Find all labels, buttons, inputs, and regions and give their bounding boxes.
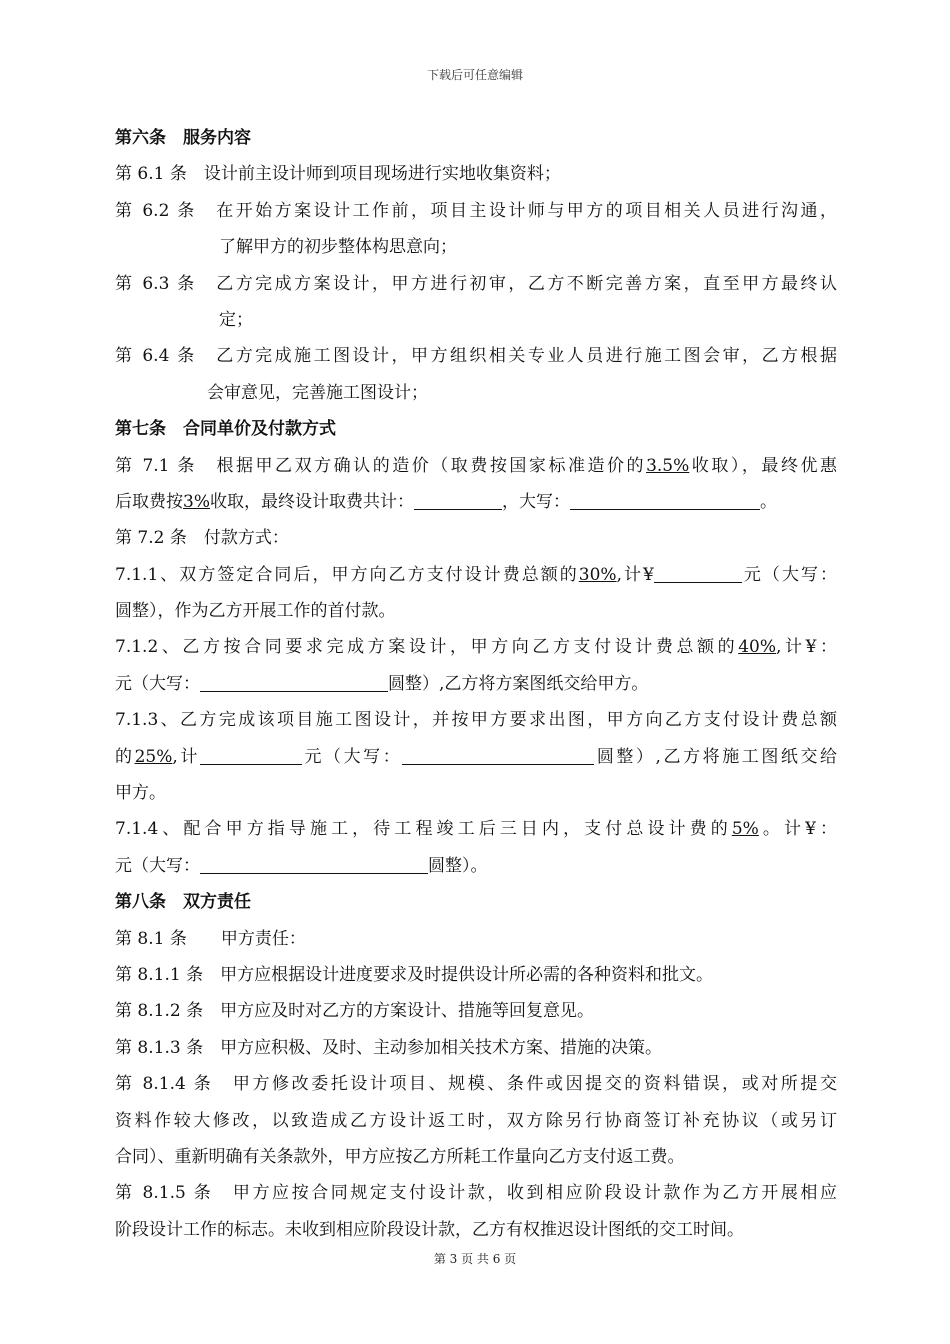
text: 第 7.1 条 根据甲乙双方确认的造价（取费按国家标准造价的 (115, 455, 647, 476)
fill-blank[interactable] (200, 746, 302, 765)
rate-value: 3.5% (646, 455, 690, 476)
text: ,计¥： (776, 637, 837, 658)
clause-8-1: 第 8.1 条 甲方责任： (115, 928, 306, 949)
rate-value: 3% (183, 491, 210, 512)
rate-value: 30% (578, 564, 617, 585)
payment-7-1-3-cont (115, 739, 837, 775)
text: 7.1.4、配合甲方指导施工，待工程竣工后三日内，支付总设计费的 (115, 819, 732, 840)
payment-7-1-3: 7.1.3、乙方完成该项目施工图设计，并按甲方要求出图，甲方向乙方支付设计费总额 (115, 710, 837, 731)
clause-6-4-cont: 会审意见，完善施工图设计； (207, 382, 428, 403)
clause-6-2: 第 6.2 条 在开始方案设计工作前，项目主设计师与甲方的项目相关人员进行沟通， (115, 200, 837, 221)
clause-7-2: 第 7.2 条 付款方式： (115, 528, 289, 549)
text: 元（大写： (301, 746, 403, 767)
clause-6-1: 第 6.1 条 设计前主设计师到项目现场进行实地收集资料； (115, 164, 561, 185)
clause-6-3-cont: 定； (219, 309, 253, 330)
text: 收取，最终设计取费共计： (209, 491, 414, 512)
clause-8-1-1: 第 8.1.1 条 甲方应根据设计进度要求及时提供设计所必需的各种资料和批文。 (115, 964, 714, 985)
payment-7-1-2 (115, 629, 837, 665)
fill-blank[interactable] (200, 855, 428, 874)
clause-8-1-3: 第 8.1.3 条 甲方应积极、及时、主动参加相关技术方案、措施的决策。 (115, 1037, 663, 1058)
text: 圆整）,乙方将方案图纸交给甲方。 (388, 673, 649, 694)
clause-7-1 (115, 448, 837, 484)
clause-6-3: 第 6.3 条 乙方完成方案设计，甲方进行初审，乙方不断完善方案，直至甲方最终认 (115, 273, 837, 294)
payment-7-1-1-cont: 圆整），作为乙方开展工作的首付款。 (115, 601, 396, 622)
clause-8-1-5: 第 8.1.5 条 甲方应按合同规定支付设计款，收到相应阶段设计款作为乙方开展相应 (115, 1183, 837, 1204)
fill-blank[interactable] (414, 491, 502, 510)
section-8-title: 第八条 双方责任 (115, 892, 251, 913)
text: 圆整）,乙方将施工图纸交给 (594, 746, 838, 767)
text: 7.1.2、乙方按合同要求完成方案设计，甲方向乙方支付设计费总额的 (115, 637, 739, 658)
text: 。计¥： (758, 819, 837, 840)
text: 后取费按 (115, 491, 183, 512)
section-7-title: 第七条 合同单价及付款方式 (115, 419, 336, 440)
fill-blank[interactable] (402, 746, 594, 765)
payment-7-1-2-cont (115, 666, 837, 702)
payment-7-1-3-end: 甲方。 (115, 783, 166, 804)
clause-8-1-4-end: 合同）、重新明确有关条款外，甲方应按乙方所耗工作量向乙方支付返工费。 (115, 1146, 685, 1167)
text: ，大写： (501, 491, 570, 512)
clause-8-1-4-cont: 资料作较大修改，以致造成乙方设计返工时，双方除另行协商签订补充协议（或另订 (115, 1110, 837, 1131)
rate-value: 25% (134, 746, 173, 767)
section-6-title: 第六条 服务内容 (115, 128, 251, 148)
payment-7-1-4-cont (115, 848, 837, 884)
text: ,计 (172, 746, 200, 767)
payment-7-1-4 (115, 811, 837, 847)
fill-blank[interactable] (570, 491, 760, 510)
clause-7-1-cont (115, 484, 837, 520)
text: 的 (115, 746, 135, 767)
text: 圆整）。 (428, 855, 488, 876)
document-body (115, 120, 837, 1248)
text: 元（大写： (115, 673, 200, 694)
text: 收取），最终优惠 (689, 455, 837, 476)
text: ,计¥ (616, 564, 654, 585)
rate-value: 5% (731, 819, 759, 840)
page-footer: 第 3 页 共 6 页 (433, 1252, 517, 1266)
clause-6-2-cont: 了解甲方的初步整体构思意向； (219, 237, 457, 258)
text: 元（大写： (741, 564, 837, 585)
text: 。 (759, 491, 777, 512)
clause-8-1-5-cont: 阶段设计工作的标志。未收到相应阶段设计款，乙方有权推迟设计图纸的交工时间。 (115, 1219, 744, 1240)
payment-7-1-1 (115, 557, 837, 593)
text: 7.1.1、双方签定合同后，甲方向乙方支付设计费总额的 (115, 564, 579, 585)
clause-8-1-2: 第 8.1.2 条 甲方应及时对乙方的方案设计、措施等回复意见。 (115, 1001, 595, 1022)
fill-blank[interactable] (200, 673, 388, 692)
text: 元（大写： (115, 855, 200, 876)
page-header: 下载后可任意编辑 (426, 68, 523, 82)
clause-8-1-4: 第 8.1.4 条 甲方修改委托设计项目、规模、条件或因提交的资料错误，或对所提交 (115, 1074, 837, 1095)
clause-6-4: 第 6.4 条 乙方完成施工图设计，甲方组织相关专业人员进行施工图会审，乙方根据 (115, 346, 837, 367)
fill-blank[interactable] (654, 564, 742, 583)
rate-value: 40% (738, 637, 777, 658)
